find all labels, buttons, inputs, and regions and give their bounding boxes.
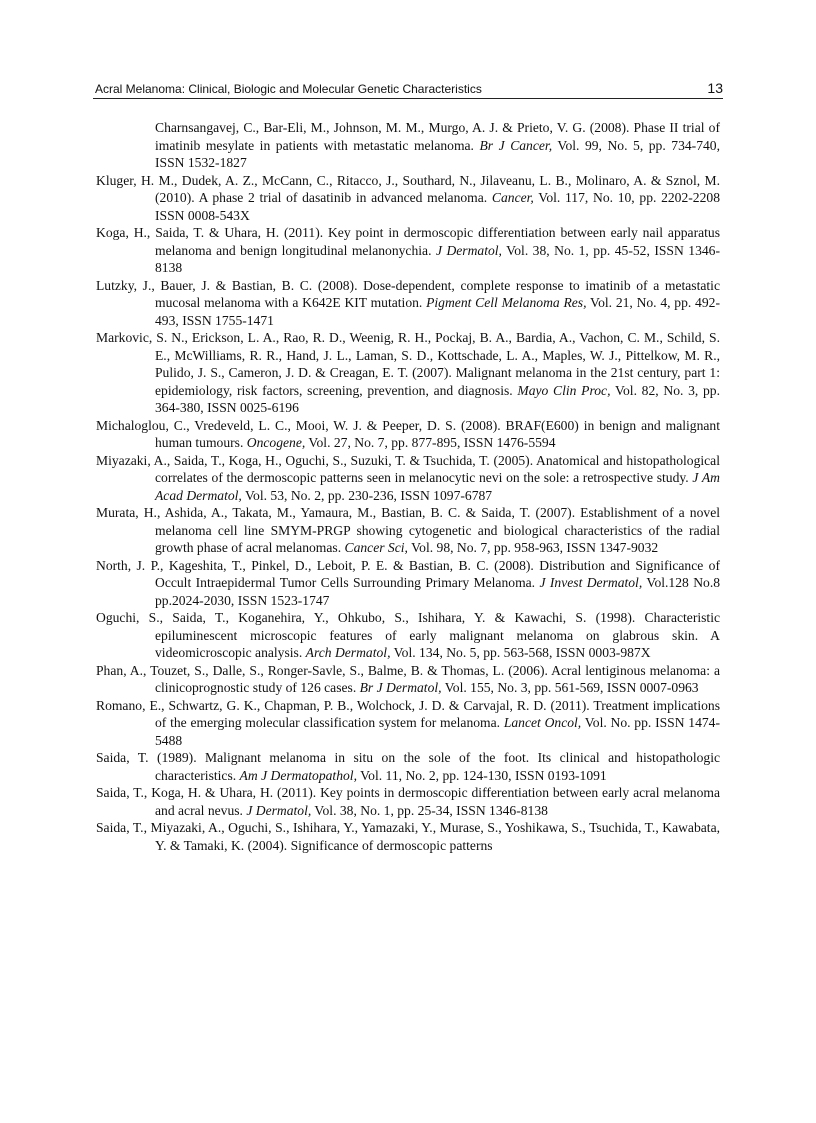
reference-entry: Oguchi, S., Saida, T., Koganehira, Y., Ohkubo, S., Ishihara, Y. & Kawachi, S. (1998). Characteristic epiluminescent microscopic features of early malignant melanoma on glabrous skin. A videomicroscopic analysis. Arch Dermatol, Vol. 134, No. 5, pp. 563-568, ISSN 0003-987X	[96, 610, 720, 660]
reference-entry: Michaloglou, C., Vredeveld, L. C., Mooi, W. J. & Peeper, D. S. (2008). BRAF(E600) in benign and malignant human tumours. Oncogene, Vol. 27, No. 7, pp. 877-895, ISSN 1476-5594	[96, 417, 720, 450]
reference-entry: Markovic, S. N., Erickson, L. A., Rao, R. D., Weenig, R. H., Pockaj, B. A., Bardia, A., Vachon, C. M., Schild, S. E., McWilliams, R. R., Hand, J. L., Laman, S. D., Kottschade, L. A., Maples, W. J., Pittelkow, M. R., Pulido, J. S., Cameron, J. D. & Creagan, E. T. (2007). Malignant melanoma in the 21st century, part 1: epidemiology, risk factors, screening, prevention, and diagnosis. Mayo Clin Proc, Vol. 82, No. 3, pp. 364-380, ISSN 0025-6196	[96, 330, 720, 415]
reference-entry: Miyazaki, A., Saida, T., Koga, H., Oguchi, S., Suzuki, T. & Tsuchida, T. (2005). Anatomical and histopathological correlates of the dermoscopic patterns seen in melanocytic nevi on the sole: a retrospective study. J Am Acad Dermatol, Vol. 53, No. 2, pp. 230-236, ISSN 1097-6787	[96, 452, 720, 503]
journal-name: J Invest Dermatol,	[539, 575, 643, 590]
reference-entry: Lutzky, J., Bauer, J. & Bastian, B. C. (2008). Dose-dependent, complete response to imatinib of a metastatic mucosal melanoma with a K642E KIT mutation. Pigment Cell Melanoma Res, Vol. 21, No. 4, pp. 492-493, ISSN 1755-1471	[96, 277, 720, 328]
reference-entry: Saida, T. (1989). Malignant melanoma in situ on the sole of the foot. Its clinical and histopathologic characteristics. Am J Dermatopathol, Vol. 11, No. 2, pp. 124-130, ISSN 0193-1091	[96, 750, 720, 783]
running-header	[93, 80, 723, 100]
header-divider	[93, 98, 723, 99]
reference-entry: Charnsangavej, C., Bar-Eli, M., Johnson, M. M., Murgo, A. J. & Prieto, V. G. (2008). Phase II trial of imatinib mesylate in patients with metastatic melanoma. Br J Cancer, Vol. 99, No. 5, pp. 734-740, ISSN 1532-1827	[155, 120, 720, 170]
journal-name: J Dermatol,	[435, 242, 502, 258]
journal-name: Lancet Oncol,	[503, 715, 582, 730]
journal-name: Arch Dermatol,	[305, 645, 391, 660]
page-number: 13	[707, 80, 723, 96]
journal-name: Mayo Clin Proc,	[517, 382, 611, 398]
journal-name: J Dermatol,	[246, 802, 312, 818]
reference-entry: Saida, T., Miyazaki, A., Oguchi, S., Ishihara, Y., Yamazaki, Y., Murase, S., Yoshikawa, S., Tsuchida, T., Kawabata, Y. & Tamaki, K. (2004). Significance of dermoscopic patterns	[96, 820, 720, 853]
journal-name: Cancer,	[491, 190, 534, 205]
journal-name: Oncogene,	[246, 435, 306, 450]
reference-entry: Phan, A., Touzet, S., Dalle, S., Ronger-Savle, S., Balme, B. & Thomas, L. (2006). Acral lentiginous melanoma: a clinicoprognostic study of 126 cases. Br J Dermatol, Vol. 155, No. 3, pp. 561-569, ISSN 0007-0963	[96, 662, 720, 695]
journal-name: Pigment Cell Melanoma Res,	[426, 295, 587, 310]
journal-name: Br J Dermatol,	[359, 680, 442, 695]
reference-entry: Saida, T., Koga, H. & Uhara, H. (2011). Key points in dermoscopic differentiation between early acral melanoma and acral nevus. J Dermatol, Vol. 38, No. 1, pp. 25-34, ISSN 1346-8138	[96, 785, 720, 818]
reference-entry: Koga, H., Saida, T. & Uhara, H. (2011). Key point in dermoscopic differentiation between early nail apparatus melanoma and benign longitudinal melanonychia. J Dermatol, Vol. 38, No. 1, pp. 45-52, ISSN 1346-8138	[96, 225, 720, 275]
journal-name: Am J Dermatopathol,	[239, 767, 357, 783]
reference-entry: Kluger, H. M., Dudek, A. Z., McCann, C., Ritacco, J., Southard, N., Jilaveanu, L. B., Molinaro, A. & Sznol, M. (2010). A phase 2 trial of dasatinib in advanced melanoma. Cancer, Vol. 117, No. 10, pp. 2202-2208 ISSN 0008-543X	[96, 172, 720, 223]
reference-entry: Romano, E., Schwartz, G. K., Chapman, P. B., Wolchock, J. D. & Carvajal, R. D. (2011). Treatment implications of the emerging molecular classification system for melanoma. Lancet Oncol, Vol. No. pp. ISSN 1474-5488	[96, 697, 721, 748]
journal-name: Cancer Sci,	[344, 540, 408, 555]
running-header-title: Acral Melanoma: Clinical, Biologic and Molecular Genetic Characteristics	[95, 82, 482, 96]
journal-name: Br J Cancer,	[479, 137, 553, 153]
journal-name: J Am Acad Dermatol,	[155, 470, 720, 503]
reference-entry: Murata, H., Ashida, A., Takata, M., Yamaura, M., Bastian, B. C. & Saida, T. (2007). Establishment of a novel melanoma cell line SMYM-PRGP showing cytogenetic and biological characteristics of the radial growth phase of acral melanomas. Cancer Sci, Vol. 98, No. 7, pp. 958-963, ISSN 1347-9032	[96, 505, 720, 555]
reference-list	[96, 119, 720, 854]
reference-entry: North, J. P., Kageshita, T., Pinkel, D., Leboit, P. E. & Bastian, B. C. (2008). Distribution and Significance of Occult Intraepidermal Tumor Cells Surrounding Primary Melanoma. J Invest Dermatol, Vol.128 No.8 pp.2024-2030, ISSN 1523-1747	[96, 557, 721, 608]
